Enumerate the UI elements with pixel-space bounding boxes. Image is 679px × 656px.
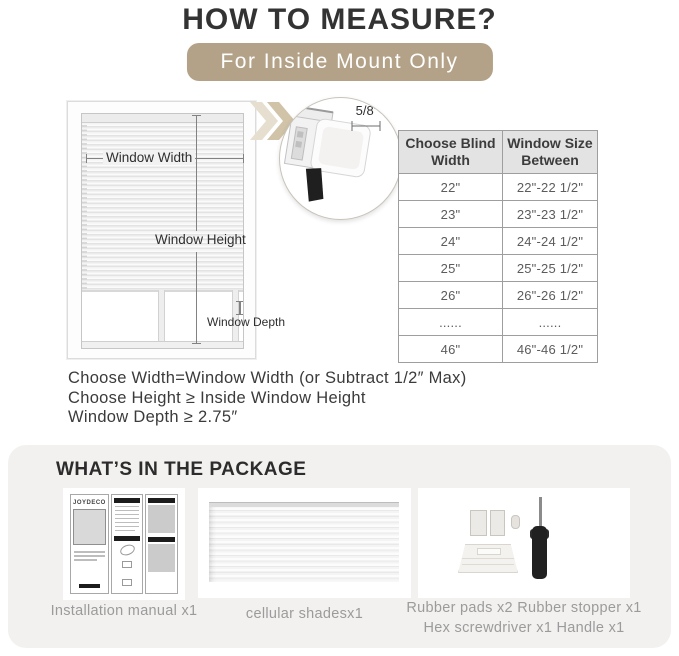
caption-manual: Installation manual x1	[50, 603, 198, 619]
window-height-label: Window Height	[155, 232, 246, 247]
height-measure-line	[196, 252, 197, 344]
window-width-label: Window Width	[103, 150, 195, 165]
package-card-manual	[63, 488, 185, 600]
rubber-pad	[490, 510, 505, 536]
height-measure-tick	[192, 115, 201, 116]
manual-panel	[111, 494, 144, 594]
window-size-cell: 46"-46 1/2"	[503, 336, 598, 363]
package-section	[8, 445, 671, 648]
table-row	[399, 309, 598, 336]
handle-part	[458, 544, 518, 573]
caption-shades: cellular shadesx1	[245, 606, 364, 622]
blind-width-cell: 24"	[399, 228, 503, 255]
manual-panel	[145, 494, 178, 594]
manual-brand-label: JOYDECO	[73, 500, 106, 506]
window-size-cell: 23"-23 1/2"	[503, 201, 598, 228]
shade-top-rail	[209, 502, 399, 507]
height-measure-line	[196, 115, 197, 231]
manual-window-image	[73, 509, 106, 545]
measuring-notes	[68, 369, 467, 428]
caption-hardware-line1: Rubber pads x2 Rubber stopper x1	[406, 600, 642, 616]
installation-manual-graphic	[70, 494, 178, 594]
window-diagram	[67, 101, 286, 359]
blind-width-cell: 46"	[399, 336, 503, 363]
handle-grip-slot	[477, 548, 501, 555]
hex-screwdriver-handle	[532, 526, 547, 579]
width-measure-tick	[86, 154, 87, 163]
cellular-shade-graphic	[82, 114, 243, 292]
height-measure-tick	[192, 343, 201, 344]
inside-mount-badge: For Inside Mount Only	[186, 43, 492, 81]
caption-hardware-line2: Hex screwdriver x1 Handle x1	[423, 620, 625, 636]
table-row	[399, 336, 598, 363]
rubber-pad	[470, 510, 487, 536]
note-height: Choose Height ≥ Inside Window Height	[68, 388, 366, 407]
width-measure-tick	[243, 154, 244, 163]
table-row	[399, 282, 598, 309]
hex-screwdriver-shaft	[539, 497, 542, 528]
depth-measure-bracket	[236, 301, 243, 315]
blind-width-cell: 25"	[399, 255, 503, 282]
table-row	[399, 201, 598, 228]
package-card-shades	[198, 488, 411, 598]
table-row	[399, 228, 598, 255]
package-section-title: WHAT’S IN THE PACKAGE	[56, 459, 307, 480]
blind-size-table	[398, 130, 598, 363]
window-size-cell: ......	[503, 309, 598, 336]
manual-photo	[148, 505, 175, 533]
window-depth-label: Window Depth	[207, 315, 286, 329]
package-card-hardware	[418, 488, 630, 598]
page-title: HOW TO MEASURE?	[182, 3, 497, 36]
shade-headrail	[82, 114, 243, 123]
caption-hardware	[390, 598, 658, 638]
cellular-shade-product	[209, 502, 399, 582]
table-row	[399, 174, 598, 201]
note-depth: Window Depth ≥ 2.75″	[68, 408, 238, 426]
table-header-blind-width: Choose Blind Width	[399, 131, 503, 174]
blind-width-cell: ......	[399, 309, 503, 336]
table-row	[399, 255, 598, 282]
shade-pleat-edge	[82, 122, 87, 290]
blind-width-cell: 22"	[399, 174, 503, 201]
blind-width-cell: 26"	[399, 282, 503, 309]
table-header-window-size: Window Size Between	[503, 131, 598, 174]
headrail-depth-label: 5/8"	[355, 103, 379, 118]
headrail-end-icon	[280, 98, 401, 219]
blind-width-cell: 23"	[399, 201, 503, 228]
window-size-cell: 25"-25 1/2"	[503, 255, 598, 282]
note-width: Choose Width=Window Width (or Subtract 1/2″ Max)	[68, 369, 467, 387]
window-size-cell: 26"-26 1/2"	[503, 282, 598, 309]
headrail-zoom-circle	[279, 97, 402, 220]
window-size-cell: 22"-22 1/2"	[503, 174, 598, 201]
window-mullion	[158, 290, 165, 342]
manual-panel	[70, 494, 109, 594]
window-size-cell: 24"-24 1/2"	[503, 228, 598, 255]
manual-photo	[148, 544, 175, 572]
window-opening	[81, 113, 244, 349]
window-sill	[82, 341, 243, 348]
rubber-stopper	[511, 515, 520, 529]
